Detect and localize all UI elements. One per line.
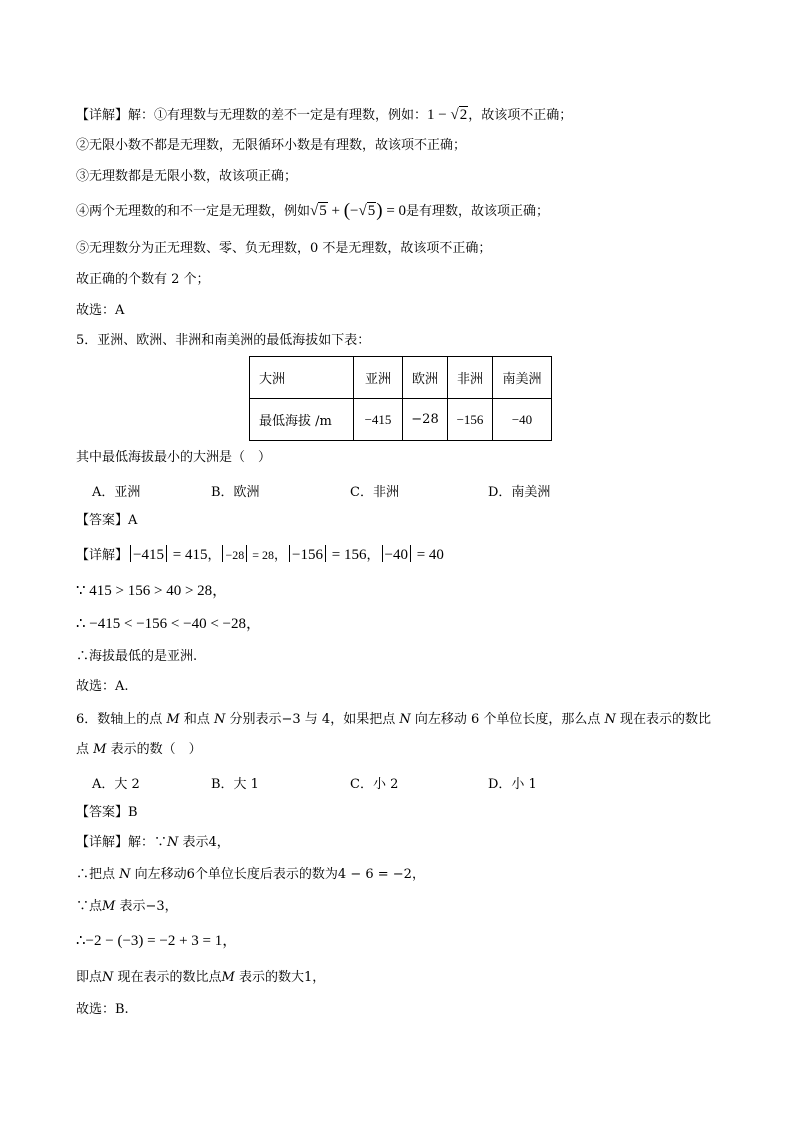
table-cell: −28 <box>403 399 448 441</box>
q4-detail-line3: ③无理数都是无限小数，故该项正确； <box>76 169 298 184</box>
q6-detail-line4: ∴−2 − (−3) = −2 + 3 = 1， <box>76 933 238 949</box>
table-cell: −40 <box>493 399 552 441</box>
point-m-label: M <box>221 970 235 985</box>
q5-detail-label: 【详解】 <box>76 548 129 563</box>
q5-detail-abs: 【详解】 −415 = 415， −28 = 28， −156 = 156， −40 = 40 <box>76 547 444 563</box>
minus-sign: − <box>350 203 359 219</box>
q6-detail-text: ∴把点 <box>76 867 120 882</box>
plus-sign: + <box>327 203 344 219</box>
close-paren: ) <box>376 200 383 221</box>
table-cell: −415 <box>354 399 403 441</box>
abs-expr <box>128 547 207 563</box>
q4-example-radicand: 2 <box>459 107 468 123</box>
q4-sum-expr <box>310 200 407 221</box>
q6-detail-text: 表示4， <box>178 835 230 850</box>
abs-expr <box>220 548 274 562</box>
q4-detail-line4-suffix: 是有理数，故该项正确； <box>406 204 550 219</box>
q6-detail-text: 向左移动6个单位长度后表示的数为4 − 6 = −2， <box>130 867 425 882</box>
abs-inner: −40 <box>384 547 408 563</box>
q5-conclusion: ∴海拔最低的是亚洲. <box>76 649 198 664</box>
point-n-label: N <box>102 970 114 985</box>
q6-stem-text: 点 <box>76 742 94 757</box>
q6-stem-line2 <box>76 741 202 759</box>
sqrt-symbol: √5 <box>358 203 376 219</box>
q4-detail-line2: ②无限小数不都是无理数，无限循环小数是有理数，故该项不正确； <box>76 138 467 153</box>
abs-expr <box>287 547 366 563</box>
q6-detail-text: ∵点 <box>76 899 103 914</box>
abs-inner: −156 <box>292 547 324 563</box>
table-cell: 大洲 <box>250 357 354 399</box>
q6-stem-text: 分别表示−3 与 4，如果把点 <box>225 712 400 727</box>
q6-detail-line5 <box>76 969 325 987</box>
point-n-label: N <box>604 712 616 727</box>
q6-option-a: A．大 2 <box>92 777 140 792</box>
q6-stem-text: 表示的数（ ） <box>106 742 202 757</box>
point-n-label: N <box>213 712 226 727</box>
q4-detail-line1-prefix: 【详解】解：①有理数与无理数的差不一定是有理数，例如： <box>76 108 428 123</box>
q5-option-d: D．南美洲 <box>488 485 551 500</box>
q4-conclusion: 故正确的个数有 2 个； <box>76 272 210 287</box>
q5-because: ∵ 415 > 156 > 40 > 28， <box>76 583 228 599</box>
point-m-label: M <box>93 742 107 757</box>
q5-answer: 【答案】A <box>76 513 138 528</box>
point-n-label: N <box>119 867 131 882</box>
q6-stem-text: 现在表示的数比 <box>615 712 712 727</box>
q4-choice: 故选：A <box>76 303 125 318</box>
q6-answer: 【答案】B <box>76 805 138 820</box>
abs-inner: −28 <box>225 548 245 562</box>
q5-therefore: ∴ −415 < −156 < −40 < −28， <box>76 616 262 632</box>
q5-stem: 5．亚洲、欧洲、非洲和南美洲的最低海拔如下表： <box>76 333 371 348</box>
q6-detail-text: 即点 <box>76 970 103 985</box>
table-cell: 欧洲 <box>403 357 448 399</box>
table-cell: −156 <box>448 399 493 441</box>
point-m-label: M <box>102 899 116 914</box>
sqrt-symbol: √5 <box>310 203 327 219</box>
q4-detail-line1-suffix: ，故该项不正确； <box>468 108 573 123</box>
q6-detail-line3 <box>76 898 178 916</box>
q4-detail-line1 <box>76 106 572 125</box>
abs-result: = 28 <box>252 548 275 562</box>
abs-result: = 415 <box>172 547 208 563</box>
sqrt-symbol: √2 <box>450 107 468 123</box>
open-paren: ( <box>343 200 351 221</box>
q6-stem-line1 <box>76 711 711 729</box>
q5-question: 其中最低海拔最小的大洲是（ ） <box>76 450 272 465</box>
q4-radicand-1: 5 <box>319 203 327 219</box>
q5-option-a: A．亚洲 <box>92 485 141 500</box>
q6-detail-text: 现在表示的数比点 <box>113 970 222 985</box>
table-cell: 非洲 <box>448 357 493 399</box>
abs-inner: −415 <box>133 547 164 563</box>
point-m-label: M <box>166 712 180 727</box>
abs-result: = 40 <box>416 547 444 563</box>
q6-option-b: B．大 1 <box>211 777 259 792</box>
abs-expr <box>380 547 444 563</box>
q4-example-expr <box>427 107 468 123</box>
q5-option-b: B．欧洲 <box>211 485 260 500</box>
q6-stem-text: 和点 <box>179 712 214 727</box>
table-cell: 南美洲 <box>493 357 552 399</box>
q4-detail-line4 <box>76 201 549 221</box>
q6-detail-text: 表示−3， <box>115 899 178 914</box>
q6-detail-text: 【详解】解：∵ <box>76 835 168 850</box>
q4-detail-line4-prefix: ④两个无理数的和不一定是无理数，例如 <box>76 204 311 219</box>
q5-choice: 故选：A. <box>76 679 129 694</box>
point-n-label: N <box>167 835 179 850</box>
q5-option-c: C．非洲 <box>350 485 399 500</box>
q6-detail-line1 <box>76 834 230 852</box>
q6-option-d: D．小 1 <box>488 777 537 792</box>
abs-result: = 156 <box>331 547 367 563</box>
q4-detail-line5: ⑤无理数分为正无理数、零、负无理数，0 不是无理数，故该项不正确； <box>76 241 492 256</box>
table-cell: 最低海拔 /m <box>250 399 354 441</box>
q6-stem-text: 向左移动 6 个单位长度，那么点 <box>410 712 605 727</box>
table-row <box>250 399 552 441</box>
q6-choice: 故选：B. <box>76 1002 129 1017</box>
q4-sum-result: = 0 <box>382 203 407 219</box>
q6-stem-text: 6．数轴上的点 <box>76 712 167 727</box>
table-header-row <box>250 357 552 399</box>
table-cell: 亚洲 <box>354 357 403 399</box>
point-n-label: N <box>399 712 411 727</box>
q6-detail-line2 <box>76 866 425 884</box>
q6-option-c: C．小 2 <box>350 777 399 792</box>
q4-radicand-2: 5 <box>367 203 376 219</box>
q6-detail-text: 表示的数大1， <box>234 970 326 985</box>
altitude-table <box>249 356 552 441</box>
q4-example-num: 1 − <box>427 107 451 123</box>
